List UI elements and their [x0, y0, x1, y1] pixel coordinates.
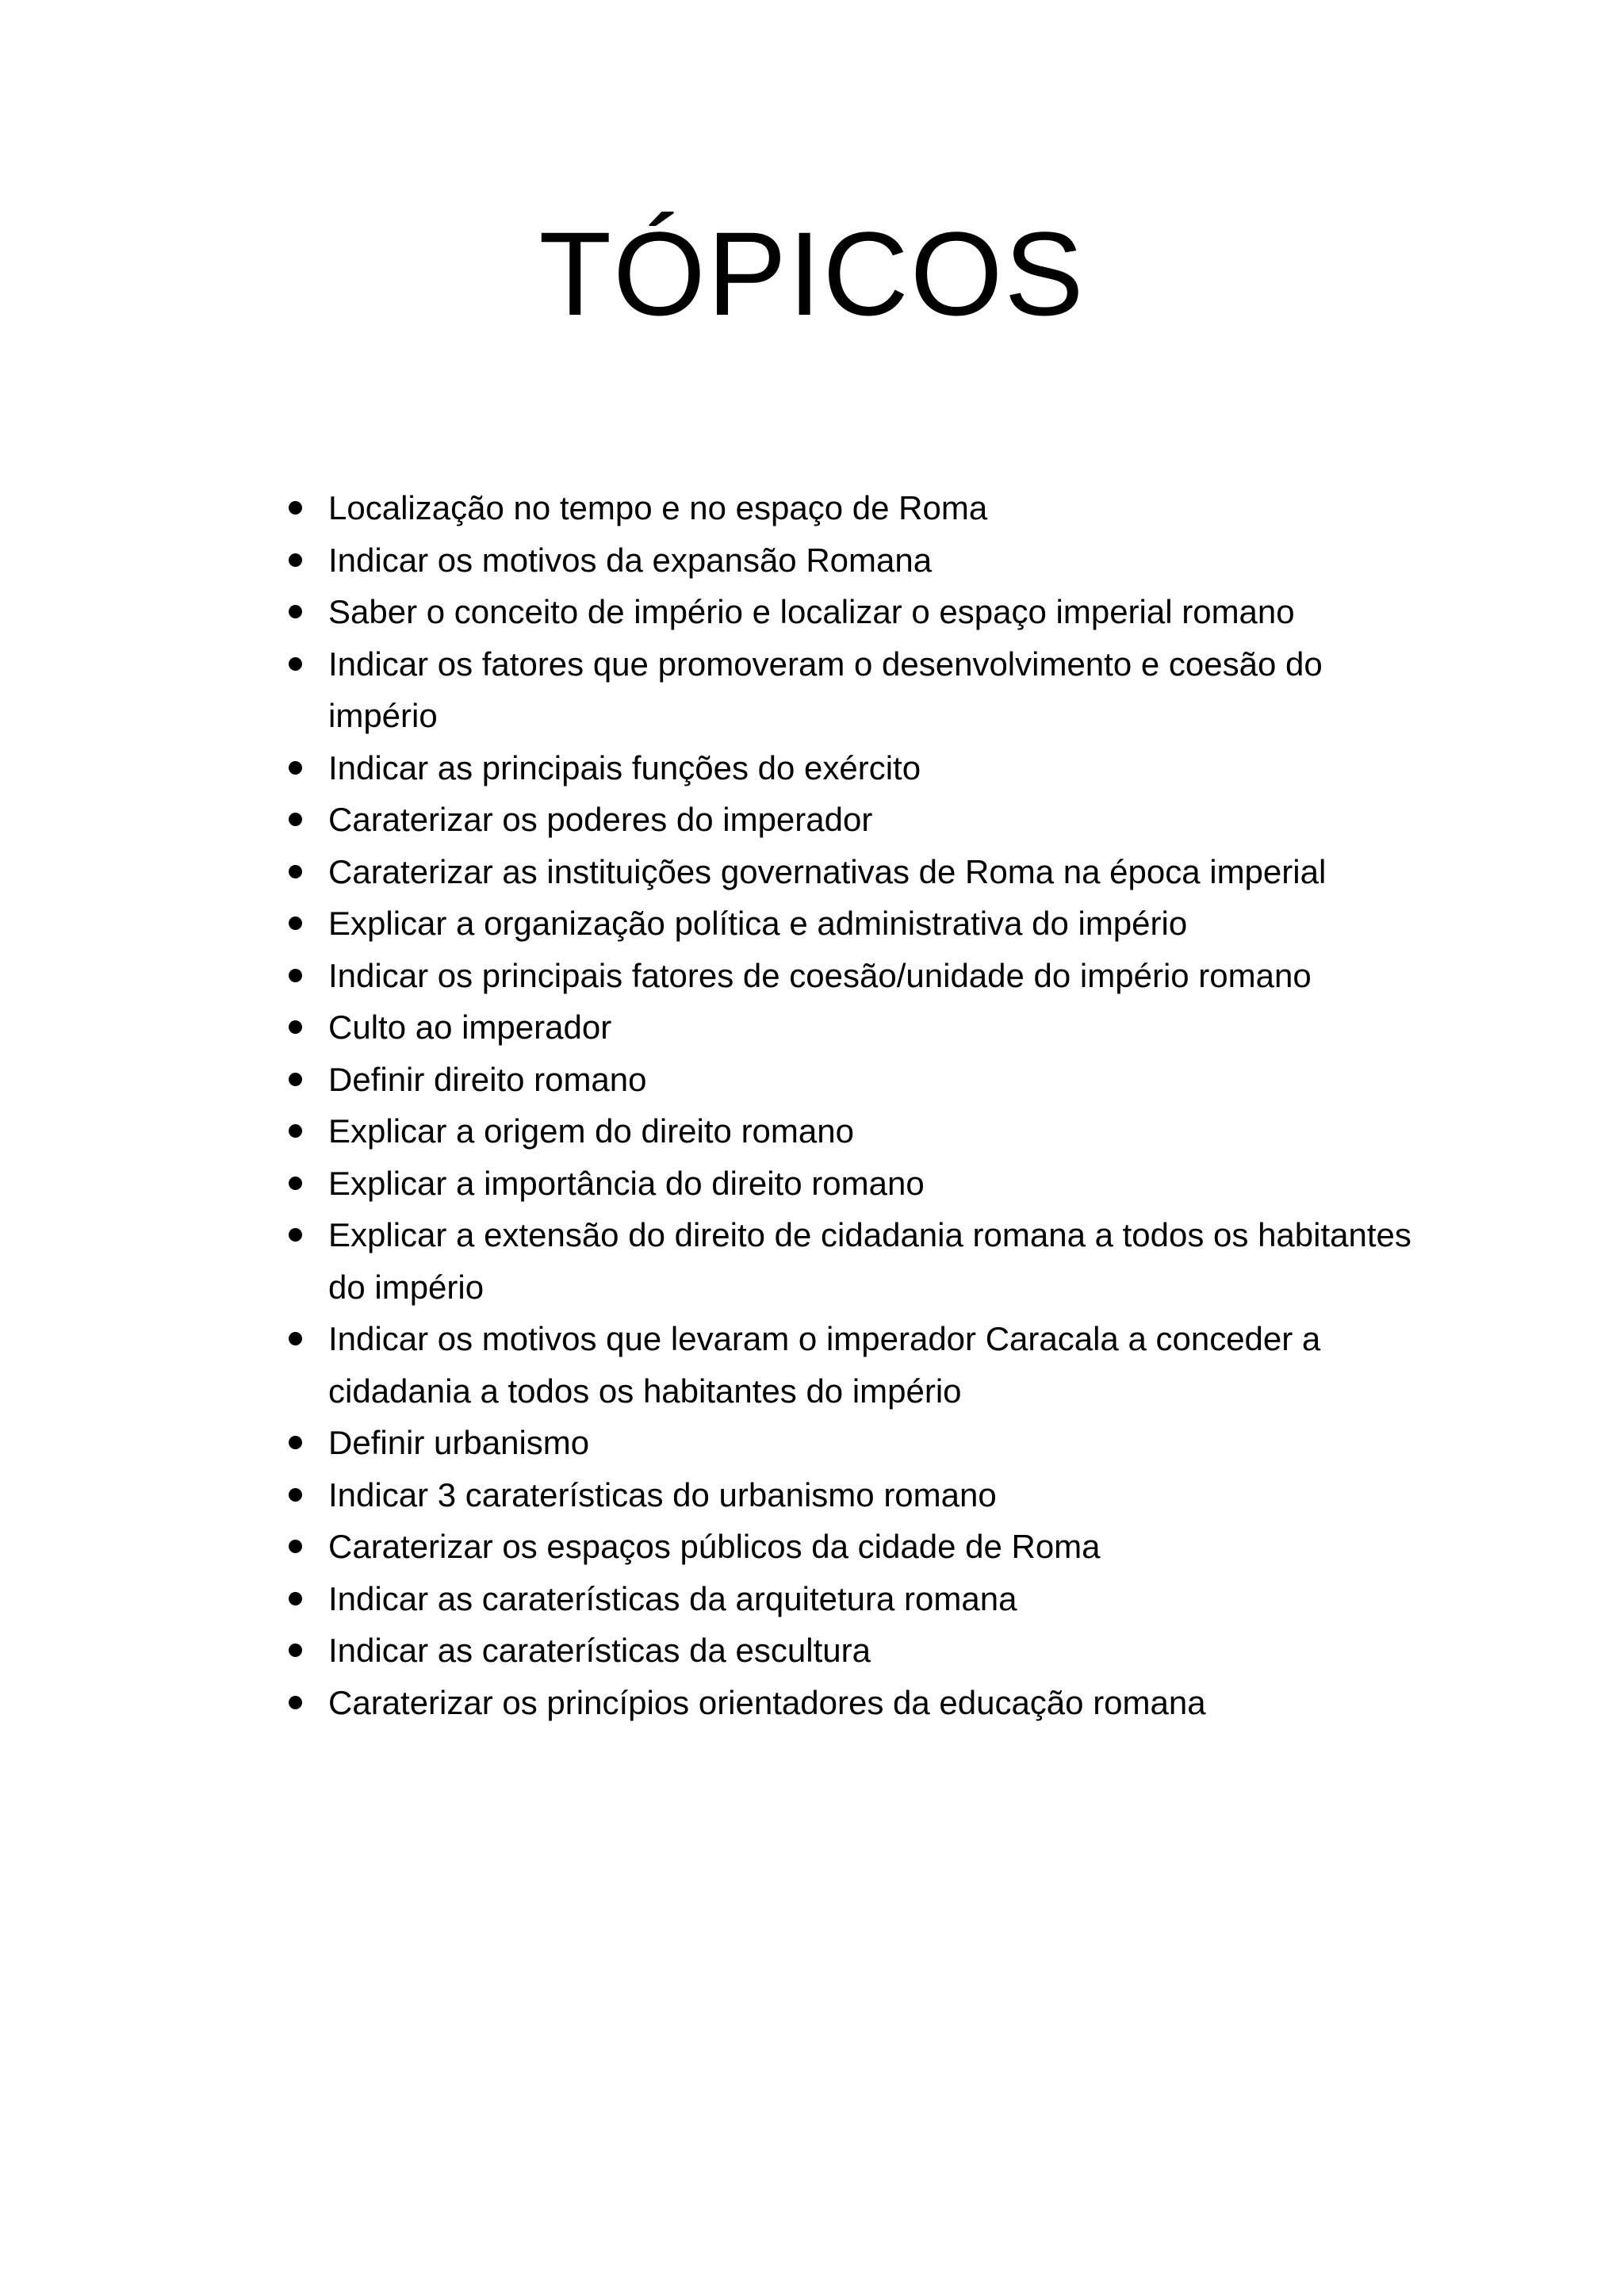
bullet-icon: [289, 605, 302, 618]
topic-item: [0, 586, 1624, 638]
bullet-icon: [289, 1436, 302, 1449]
bullet-icon: [289, 916, 302, 930]
topic-text: Explicar a extensão do direito de cidadania romana a todos os habitantes do império: [328, 1216, 1411, 1306]
bullet-icon: [289, 1592, 302, 1605]
topic-item: [0, 1054, 1624, 1106]
bullet-icon: [289, 1488, 302, 1502]
topic-text: Localização no tempo e no espaço de Roma: [328, 489, 988, 526]
topic-item: [0, 950, 1624, 1002]
topic-text: Explicar a importância do direito romano: [328, 1164, 925, 1202]
bullet-icon: [289, 1020, 302, 1034]
bullet-icon: [289, 1177, 302, 1190]
topic-item: [0, 1313, 1624, 1417]
topic-item: [0, 1158, 1624, 1210]
topic-list: [0, 482, 1624, 1728]
bullet-icon: [289, 1644, 302, 1657]
topic-item: [0, 1521, 1624, 1573]
topic-text: Explicar a organização política e administrativa do império: [328, 905, 1188, 942]
topic-item: [0, 897, 1624, 950]
bullet-icon: [289, 1540, 302, 1553]
topic-item: [0, 846, 1624, 898]
bullet-icon: [289, 761, 302, 775]
bullet-icon: [289, 969, 302, 982]
topic-item: [0, 1677, 1624, 1729]
topic-text: Caraterizar os espaços públicos da cidade de Roma: [328, 1528, 1101, 1565]
topic-item: [0, 742, 1624, 794]
bullet-icon: [289, 1228, 302, 1242]
topic-text: Indicar os fatores que promoveram o desenvolvimento e coesão do império: [328, 645, 1323, 734]
topic-text: Saber o conceito de império e localizar o espaço imperial romano: [328, 593, 1295, 630]
topic-text: Indicar os motivos que levaram o imperador Caracala a conceder a cidadania a todos os habitantes do império: [328, 1320, 1321, 1410]
topic-item: [0, 794, 1624, 846]
bullet-icon: [289, 1124, 302, 1138]
topic-text: Explicar a origem do direito romano: [328, 1112, 854, 1150]
page-title: TÓPICOS: [538, 207, 1086, 340]
bullet-icon: [289, 501, 302, 515]
bullet-icon: [289, 657, 302, 671]
topic-text: Indicar as caraterísticas da arquitetura romana: [328, 1579, 1017, 1617]
topic-text: Definir direito romano: [328, 1060, 647, 1098]
topic-item: [0, 534, 1624, 587]
topic-item: [0, 638, 1624, 742]
topic-text: Definir urbanismo: [328, 1424, 590, 1461]
topic-text: Culto ao imperador: [328, 1008, 612, 1046]
topic-item: [0, 482, 1624, 534]
topic-item: [0, 1209, 1624, 1313]
bullet-icon: [289, 865, 302, 878]
topic-text: Indicar as caraterísticas da escultura: [328, 1632, 871, 1669]
topic-item: [0, 1001, 1624, 1054]
topic-text: Indicar 3 caraterísticas do urbanismo romano: [328, 1475, 997, 1513]
bullet-icon: [289, 1332, 302, 1345]
bullet-icon: [289, 1696, 302, 1709]
topic-item: [0, 1624, 1624, 1677]
bullet-icon: [289, 553, 302, 567]
topic-text: Caraterizar os princípios orientadores da educação romana: [328, 1683, 1206, 1721]
topic-text: Caraterizar os poderes do imperador: [328, 801, 873, 838]
topic-item: [0, 1105, 1624, 1158]
bullet-icon: [289, 1073, 302, 1086]
topic-text: Indicar as principais funções do exército: [328, 748, 921, 786]
topic-text: Caraterizar as instituições governativas de Roma na época imperial: [328, 852, 1327, 890]
topic-item: [0, 1469, 1624, 1521]
bullet-icon: [289, 813, 302, 826]
topic-text: Indicar os principais fatores de coesão/unidade do império romano: [328, 956, 1312, 994]
topic-item: [0, 1417, 1624, 1469]
topic-text: Indicar os motivos da expansão Romana: [328, 541, 933, 579]
topic-item: [0, 1573, 1624, 1625]
